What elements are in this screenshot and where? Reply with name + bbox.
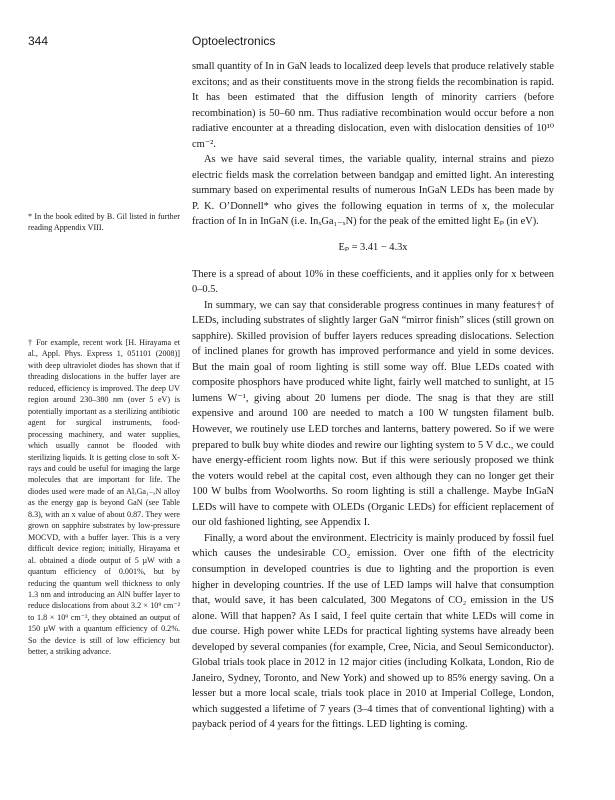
paragraph-5: Finally, a word about the environment. Electricity is mainly produced by fossil fuel which causes the undesirable CO₂ emission. Over one fifth of the electricity consumption in developed countries is due to lighting and the proportion is even higher in developing countries. If the use of LED lamps will halve that consumption that, would save, it has been calculated, 300 Megatons of CO₂ emission in the US alone. Will that happen? As I said, I feel quite certain that white LEDs will come in due course. High power white LEDs for practical lighting systems have already been developed by several companies (for example, Cree, Nicia, and Seoul Semiconductor). Global trials took place in 2012 in 12 major cities (including Kolkata, London, Rio de Janeiro, Sydney, Toronto, and New York) and showed up to 85% energy saving. On a lesser but a more local scale, trials took place in 2010 at Imperial College, London, which suggested a lifetime of 7 years (3–4 times that of conventional lighting) with a payback period of 4 years for the fittings. LED lighting is coming. <box>192 532 554 731</box>
main-text-column <box>192 59 554 733</box>
paragraph-4: In summary, we can say that considerable progress continues in many features† of LEDs, including substrates of slightly larger GaN “mirror finish” slices (still grown on sapphire). Skilled provision of buffer layers reduces spreading dislocations. Selection of inclined planes for growth has improved performance and yield in some devices. But the main goal of room lighting is still some way off. Blue LEDs coated with composite phosphors have produced white light, fairly well matched to sunlight, at 15 lumens W⁻¹, giving about 20 lumens per diode. The snag is that they are still expensive and around 100 are needed to match a 100 W tungsten filament bulb. However, we routinely use LED torches and lanterns, battery powered. So if we were prepared to bulk buy white diodes and rewire our lighting system to 5 V d.c., we could have energy-efficient room lights now. But if this were seriously proposed we think the voters would rebel at the capital cost, even although they can no longer get their 100 W bulbs from Woolworths. So room lighting is still a challenge. Maybe InGaN LEDs will have to compete with OLEDs (Organic LEDs) for efficient replacement of our old fashioned lighting, see Appendix I. <box>192 299 554 529</box>
side-note-1: * In the book edited by B. Gil listed in further reading Appendix VIII. <box>28 212 180 233</box>
page-number: 344 <box>28 34 49 48</box>
running-head: Optoelectronics <box>192 34 276 48</box>
paragraph-2: As we have said several times, the variable quality, internal strains and piezo electric fields mask the correlation between bandgap and emitted light. An interesting summary based on experimental results of numerous InGaN LEDs has been made by P. K. O’Donnell* who gives the following equation in terms of x, the molecular fraction of In in InGaN (i.e. InₓGa₁₋ₓN) for the peak of the emitted light Eₚ (in eV). <box>192 154 554 228</box>
page-header <box>0 34 615 54</box>
equation: Eₚ = 3.41 − 4.3x <box>338 242 408 254</box>
paragraph-1: small quantity of In in GaN leads to localized deep levels that produce relatively stable excitons; and as their constituents move in the strong fields the recombination is rapid. It has been estimated that the diffusion length of minority carriers (before recombination) is 50–60 nm. Thus radiative recombination would occur before a non radiative encounter at a threading dislocation, even with dislocation densities of 10¹⁰ cm⁻². <box>192 61 554 150</box>
paragraph-3: There is a spread of about 10% in these coefficients, and it applies only for x between 0–0.5. <box>192 268 554 296</box>
side-note-2: † For example, recent work [H. Hirayama et al., Appl. Phys. Express 1, 051101 (2008)] with deep ultraviolet diodes has shown that if threading dislocations in the buffer layer are reduced, efficiency is improved. The deep UV region around 230–380 nm (over 5 eV) is potentially important as a sterilizing antibiotic agent for surgical instruments, food-processing machinery, and water supplies, which usually cannot be flooded with sterilizing liquids. It is getting close to soft X-rays and could be useful for imaging the large molecules that are important for life. The diodes used were made of an AlₓGa₁₋ₓN alloy as the energy gap is beyond GaN (see Table 8.3), with an x value of about 0.87. They were grown on sapphire substrates by low-pressure MOCVD, with a buffer layer. This is a very difficult device region; initially, Hirayama et al. obtained a diode output of 5 µW with a quantum efficiency of 0.001%, but by reducing the quantum well thickness to only 1.3 nm and introducing an AlN buffer layer to reduce dislocations from about 3.2 × 10⁹ cm⁻² to 1.8 × 10⁹ cm⁻², they obtained an output of 150 µW with a quantum efficiency of 0.2%. So the device is still of low efficiency but better, a striking advance. <box>28 338 180 657</box>
